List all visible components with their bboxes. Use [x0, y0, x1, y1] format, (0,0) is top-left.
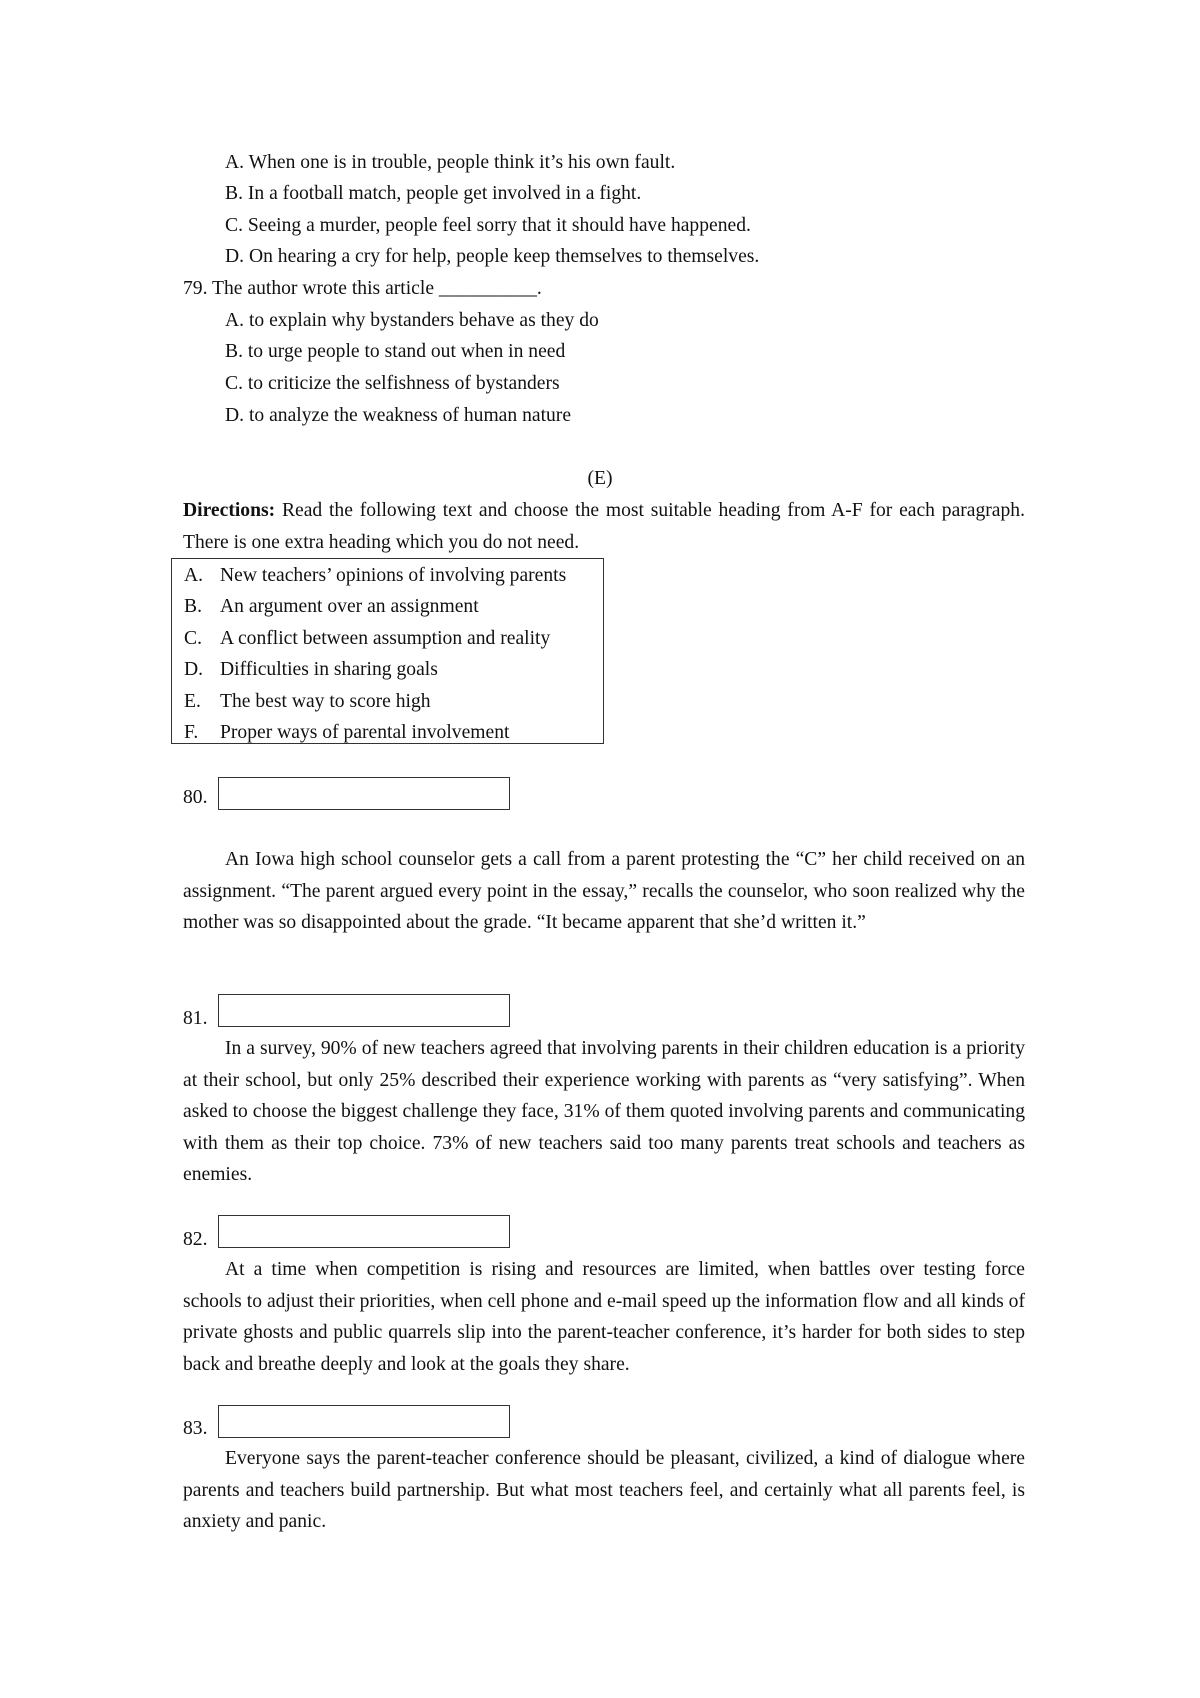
- paragraph-text: In a survey, 90% of new teachers agreed that involving parents in their children education is a priority at their school, but only 25% described their experience working with parents as “very satisfying”. When asked to choose the biggest challenge they face, 31% of them quoted involving parents and communicating with them as their top choice. 73% of new teachers said too many parents treat schools and teachers as enemies.: [183, 1038, 1025, 1186]
- q81-answer-box[interactable]: [218, 994, 510, 1027]
- q78-option-a: A. When one is in trouble, people think it’s his own fault.: [225, 152, 676, 173]
- heading-letter: E.: [184, 691, 201, 712]
- heading-letter: B.: [184, 596, 202, 617]
- section-label: (E): [587, 468, 613, 489]
- heading-option: [184, 721, 509, 745]
- heading-letter: C.: [184, 628, 202, 649]
- q82-answer-box[interactable]: [218, 1215, 510, 1248]
- q78-option-d: D. On hearing a cry for help, people keep themselves to themselves.: [225, 246, 760, 267]
- q80-answer-box[interactable]: [218, 777, 510, 810]
- q79-option-a: A. to explain why bystanders behave as they do: [225, 310, 599, 331]
- heading-option: [184, 690, 431, 714]
- q78-option-c: C. Seeing a murder, people feel sorry that it should have happened.: [225, 215, 751, 236]
- heading-text: The best way to score high: [220, 691, 431, 712]
- paragraph-text: At a time when competition is rising and resources are limited, when battles over testing force schools to adjust their priorities, when cell phone and e-mail speed up the information flow and all kinds of private ghosts and public quarrels slip into the parent-teacher conference, it’s harder for both sides to step back and breathe deeply and look at the goals they share.: [183, 1259, 1025, 1375]
- directions: [183, 495, 1025, 558]
- q82-number: 82.: [183, 1229, 208, 1250]
- directions-text: Read the following text and choose the most suitable heading from A-F for each paragraph. There is one extra heading which you do not need.: [183, 500, 1025, 553]
- heading-text: A conflict between assumption and reality: [220, 628, 551, 649]
- heading-text: New teachers’ opinions of involving parents: [220, 565, 567, 586]
- q83-paragraph: [183, 1443, 1025, 1538]
- heading-option: [184, 658, 438, 682]
- q79-option-d: D. to analyze the weakness of human nature: [225, 405, 572, 426]
- heading-option: [184, 627, 550, 651]
- paragraph-text: An Iowa high school counselor gets a call from a parent protesting the “C” her child received on an assignment. “The parent argued every point in the essay,” recalls the counselor, who soon realized why the mother was so disappointed about the grade. “It became apparent that she’d written it.”: [183, 849, 1025, 934]
- heading-letter: A.: [184, 565, 204, 586]
- q82-paragraph: [183, 1254, 1025, 1380]
- heading-letter: D.: [184, 659, 204, 680]
- heading-text: An argument over an assignment: [220, 596, 479, 617]
- q79-stem: 79. The author wrote this article __________.: [183, 278, 542, 299]
- headings-box: [171, 558, 604, 744]
- q83-number: 83.: [183, 1418, 208, 1439]
- q80-paragraph: [183, 844, 1025, 939]
- q78-option-b: B. In a football match, people get involved in a fight.: [225, 183, 642, 204]
- q83-answer-box[interactable]: [218, 1405, 510, 1438]
- directions-label: Directions:: [183, 500, 276, 521]
- q81-number: 81.: [183, 1008, 208, 1029]
- heading-letter: F.: [184, 722, 199, 743]
- paragraph-text: Everyone says the parent-teacher conference should be pleasant, civilized, a kind of dialogue where parents and teachers build partnership. But what most teachers feel, and certainly what all parents feel, is anxiety and panic.: [183, 1448, 1025, 1533]
- heading-text: Proper ways of parental involvement: [220, 722, 510, 743]
- heading-option: [184, 595, 479, 619]
- q79-option-c: C. to criticize the selfishness of bystanders: [225, 373, 560, 394]
- q81-paragraph: [183, 1033, 1025, 1191]
- q79-option-b: B. to urge people to stand out when in need: [225, 341, 566, 362]
- q80-number: 80.: [183, 787, 208, 808]
- heading-option: [184, 564, 566, 588]
- heading-text: Difficulties in sharing goals: [220, 659, 438, 680]
